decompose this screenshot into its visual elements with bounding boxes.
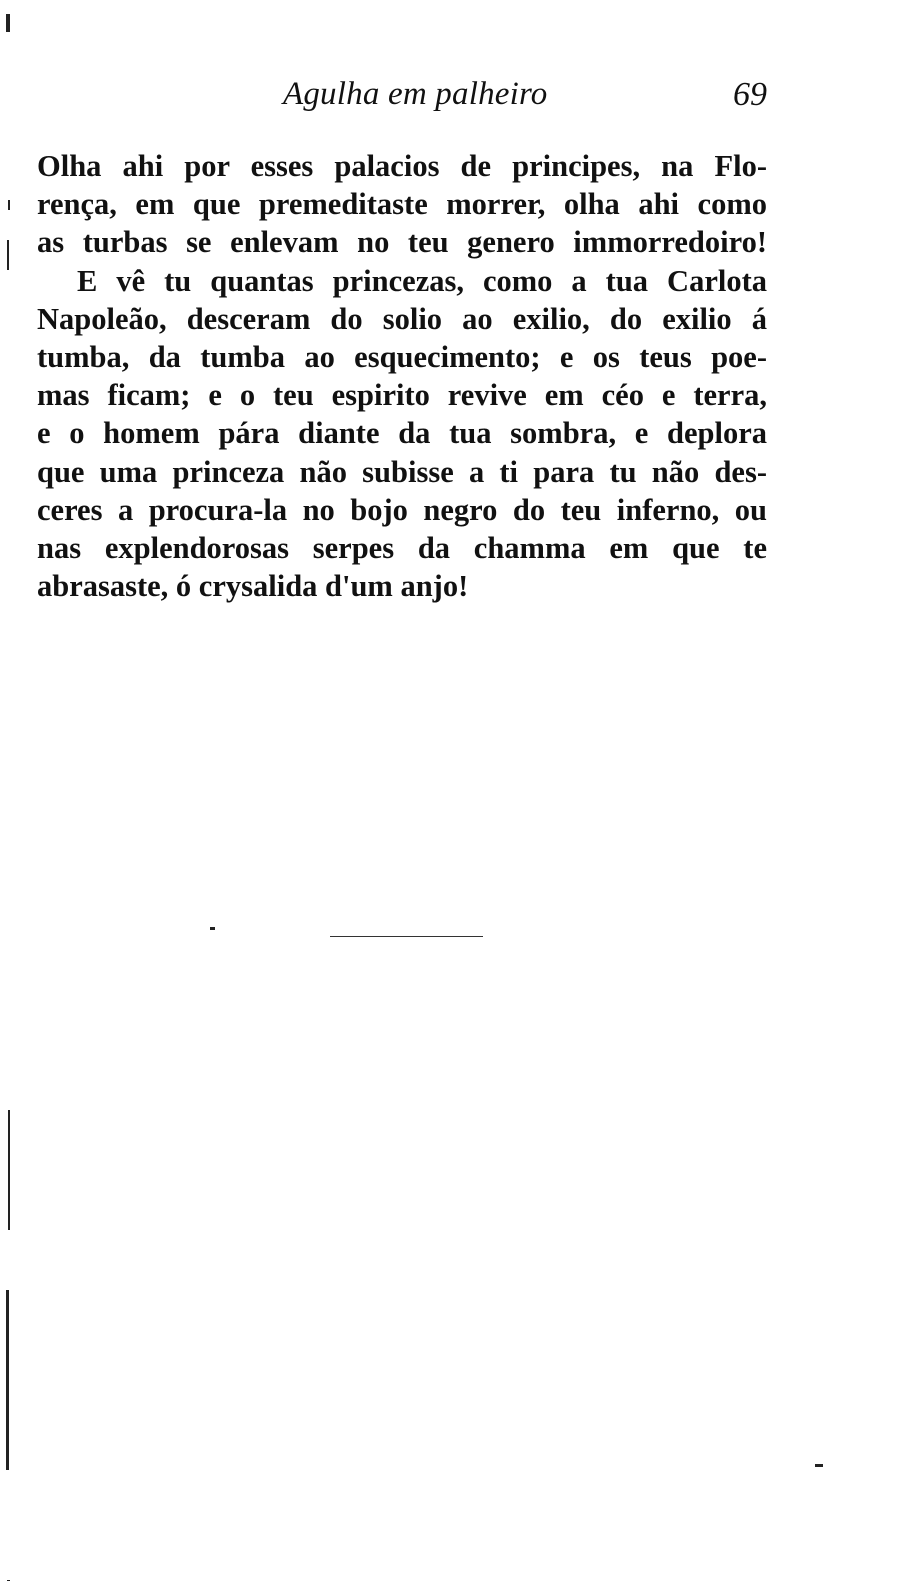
running-title: Agulha em palheiro bbox=[283, 76, 548, 112]
text-line: que uma princeza não subisse a ti para tu não des- bbox=[37, 454, 767, 489]
text-line: abrasaste, ó crysalida d'um anjo! bbox=[37, 569, 469, 604]
body-text bbox=[37, 147, 767, 605]
text-line: E vê tu quantas princezas, como a tua Carlota bbox=[77, 263, 767, 298]
page-edge-line bbox=[6, 1290, 9, 1470]
scan-mark bbox=[7, 240, 9, 270]
scan-mark bbox=[210, 927, 215, 930]
text-line: rença, em que premeditaste morrer, olha ahi como bbox=[37, 187, 767, 222]
scan-mark bbox=[8, 200, 10, 210]
text-line: nas explendorosas serpes da chamma em que te bbox=[37, 530, 767, 565]
page-number: 69 bbox=[733, 76, 767, 113]
text-line: mas ficam; e o teu espirito revive em céo e terra, bbox=[37, 378, 767, 413]
text-line: Olha ahi por esses palacios de principes, na Flo- bbox=[37, 149, 767, 183]
text-line: ceres a procura-la no bojo negro do teu inferno, ou bbox=[37, 492, 767, 527]
text-line: as turbas se enlevam no teu genero immorredoiro! bbox=[37, 225, 767, 260]
end-rule bbox=[330, 936, 483, 937]
text-line: e o homem pára diante da tua sombra, e deplora bbox=[37, 416, 767, 451]
text-line: tumba, da tumba ao esquecimento; e os teus poe- bbox=[37, 339, 767, 374]
running-head bbox=[0, 76, 900, 126]
scan-mark bbox=[815, 1464, 823, 1467]
scan-mark bbox=[6, 14, 10, 32]
text-line: Napoleão, desceram do solio ao exilio, do exilio á bbox=[37, 301, 767, 336]
scan-mark bbox=[8, 1110, 10, 1230]
